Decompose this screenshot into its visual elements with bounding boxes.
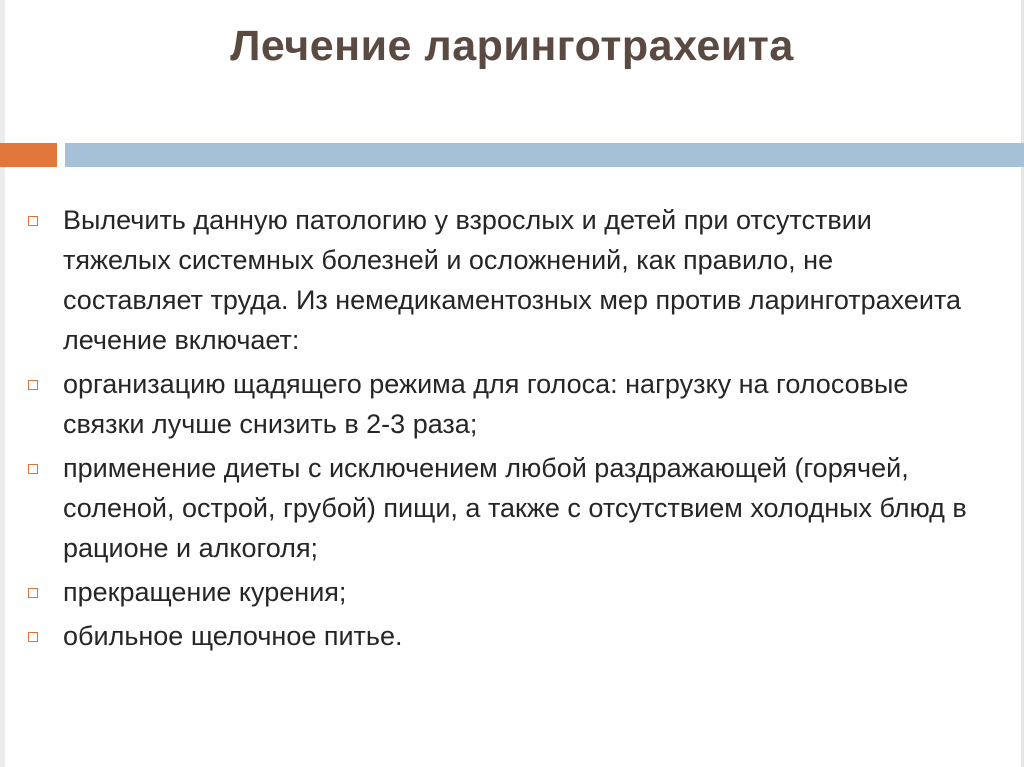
bullet-item xyxy=(28,364,968,444)
slide-frame-left xyxy=(0,0,5,767)
bullet-list xyxy=(28,200,968,660)
bullet-item xyxy=(28,448,968,568)
square-bullet-icon xyxy=(28,588,38,598)
square-bullet-icon xyxy=(28,380,38,390)
bullet-item xyxy=(28,572,968,612)
bullet-item xyxy=(28,200,968,360)
square-bullet-icon xyxy=(28,464,38,474)
accent-bar-blue xyxy=(65,143,1024,167)
bullet-text: применение диеты с исключением любой раздражающей (горячей, соленой, острой, грубой) пищи, а также с отсутствием холодных блюд в рационе и алкоголя; xyxy=(63,453,967,563)
bullet-text: обильное щелочное питье. xyxy=(63,621,403,651)
square-bullet-icon xyxy=(28,632,38,642)
accent-bar-orange xyxy=(0,143,57,167)
bullet-text: организацию щадящего режима для голоса: нагрузку на голосовые связки лучше снизить в 2-3 раза; xyxy=(63,369,909,439)
bullet-text: прекращение курения; xyxy=(63,577,347,607)
square-bullet-icon xyxy=(28,216,38,226)
bullet-text: Вылечить данную патологию у взрослых и детей при отсутствии тяжелых системных болезней и осложнений, как правило, не составляет труда. Из немедикаментозных мер против ларинготрахеита лечение включает: xyxy=(63,205,962,355)
bullet-item xyxy=(28,616,968,656)
slide-title: Лечение ларинготрахеита xyxy=(230,22,794,70)
